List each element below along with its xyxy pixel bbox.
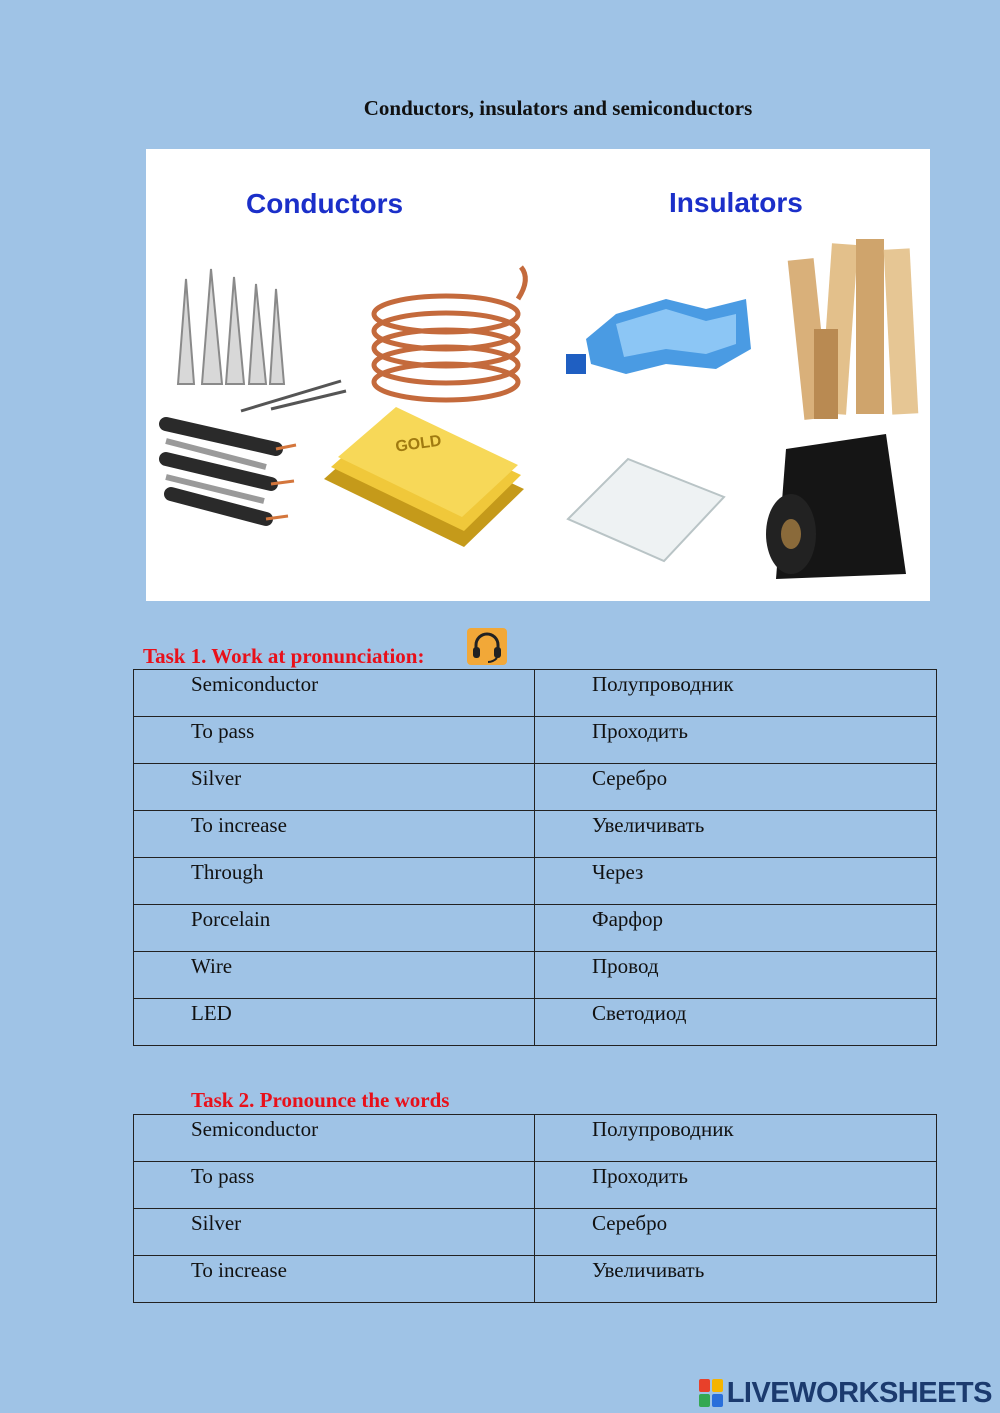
insulators-label: Insulators — [669, 187, 803, 218]
english-word: To increase — [134, 811, 535, 858]
russian-word: Проходить — [535, 717, 937, 764]
russian-word: Фарфор — [535, 905, 937, 952]
table-row — [134, 1256, 937, 1303]
russian-word: Проходить — [535, 1162, 937, 1209]
russian-word: Провод — [535, 952, 937, 999]
russian-word: Серебро — [535, 1209, 937, 1256]
english-word: Semiconductor — [134, 670, 535, 717]
english-word: Semiconductor — [134, 1115, 535, 1162]
gold-bar-picture — [324, 407, 524, 547]
english-word: Porcelain — [134, 905, 535, 952]
task2-vocabulary-table — [133, 1114, 937, 1303]
conductors-insulators-illustration — [146, 149, 930, 601]
table-row — [134, 905, 937, 952]
english-word: To pass — [134, 717, 535, 764]
russian-word: Полупроводник — [535, 1115, 937, 1162]
table-row — [134, 858, 937, 905]
liveworksheets-logo-icon — [699, 1379, 723, 1407]
russian-word: Полупроводник — [535, 670, 937, 717]
brand-name: LIVEWORKSHEETS — [726, 1376, 992, 1409]
electrical-cables-picture — [166, 424, 296, 519]
table-row — [134, 1209, 937, 1256]
wood-sticks-picture — [788, 239, 919, 420]
table-row — [134, 717, 937, 764]
liveworksheets-brand[interactable] — [699, 1376, 992, 1410]
table-row — [134, 1115, 937, 1162]
russian-word: Увеличивать — [535, 811, 937, 858]
russian-word: Серебро — [535, 764, 937, 811]
english-word: Silver — [134, 764, 535, 811]
english-word: To pass — [134, 1162, 535, 1209]
table-row — [134, 952, 937, 999]
headset-audio-icon[interactable] — [467, 628, 507, 665]
glass-plate-picture — [568, 459, 724, 561]
stranded-cables-picture — [178, 269, 346, 411]
plastic-bottle-picture — [566, 299, 751, 374]
english-word: Wire — [134, 952, 535, 999]
task1-heading: Task 1. Work at pronunciation: — [143, 644, 425, 668]
table-row — [134, 764, 937, 811]
gold-bar-text: GOLD — [394, 432, 443, 456]
english-word: To increase — [134, 1256, 535, 1303]
page-title: Conductors, insulators and semiconductors — [363, 96, 753, 120]
english-word: Through — [134, 858, 535, 905]
english-word: LED — [134, 999, 535, 1046]
table-row — [134, 999, 937, 1046]
russian-word: Через — [535, 858, 937, 905]
russian-word: Светодиод — [535, 999, 937, 1046]
copper-coil-picture — [374, 267, 525, 400]
table-row — [134, 670, 937, 717]
table-row — [134, 811, 937, 858]
table-row — [134, 1162, 937, 1209]
russian-word: Увеличивать — [535, 1256, 937, 1303]
conductors-label: Conductors — [246, 188, 404, 219]
task2-heading: Task 2. Pronounce the words — [191, 1088, 450, 1112]
rubber-rolls-picture — [766, 434, 906, 579]
english-word: Silver — [134, 1209, 535, 1256]
task1-vocabulary-table — [133, 669, 937, 1046]
